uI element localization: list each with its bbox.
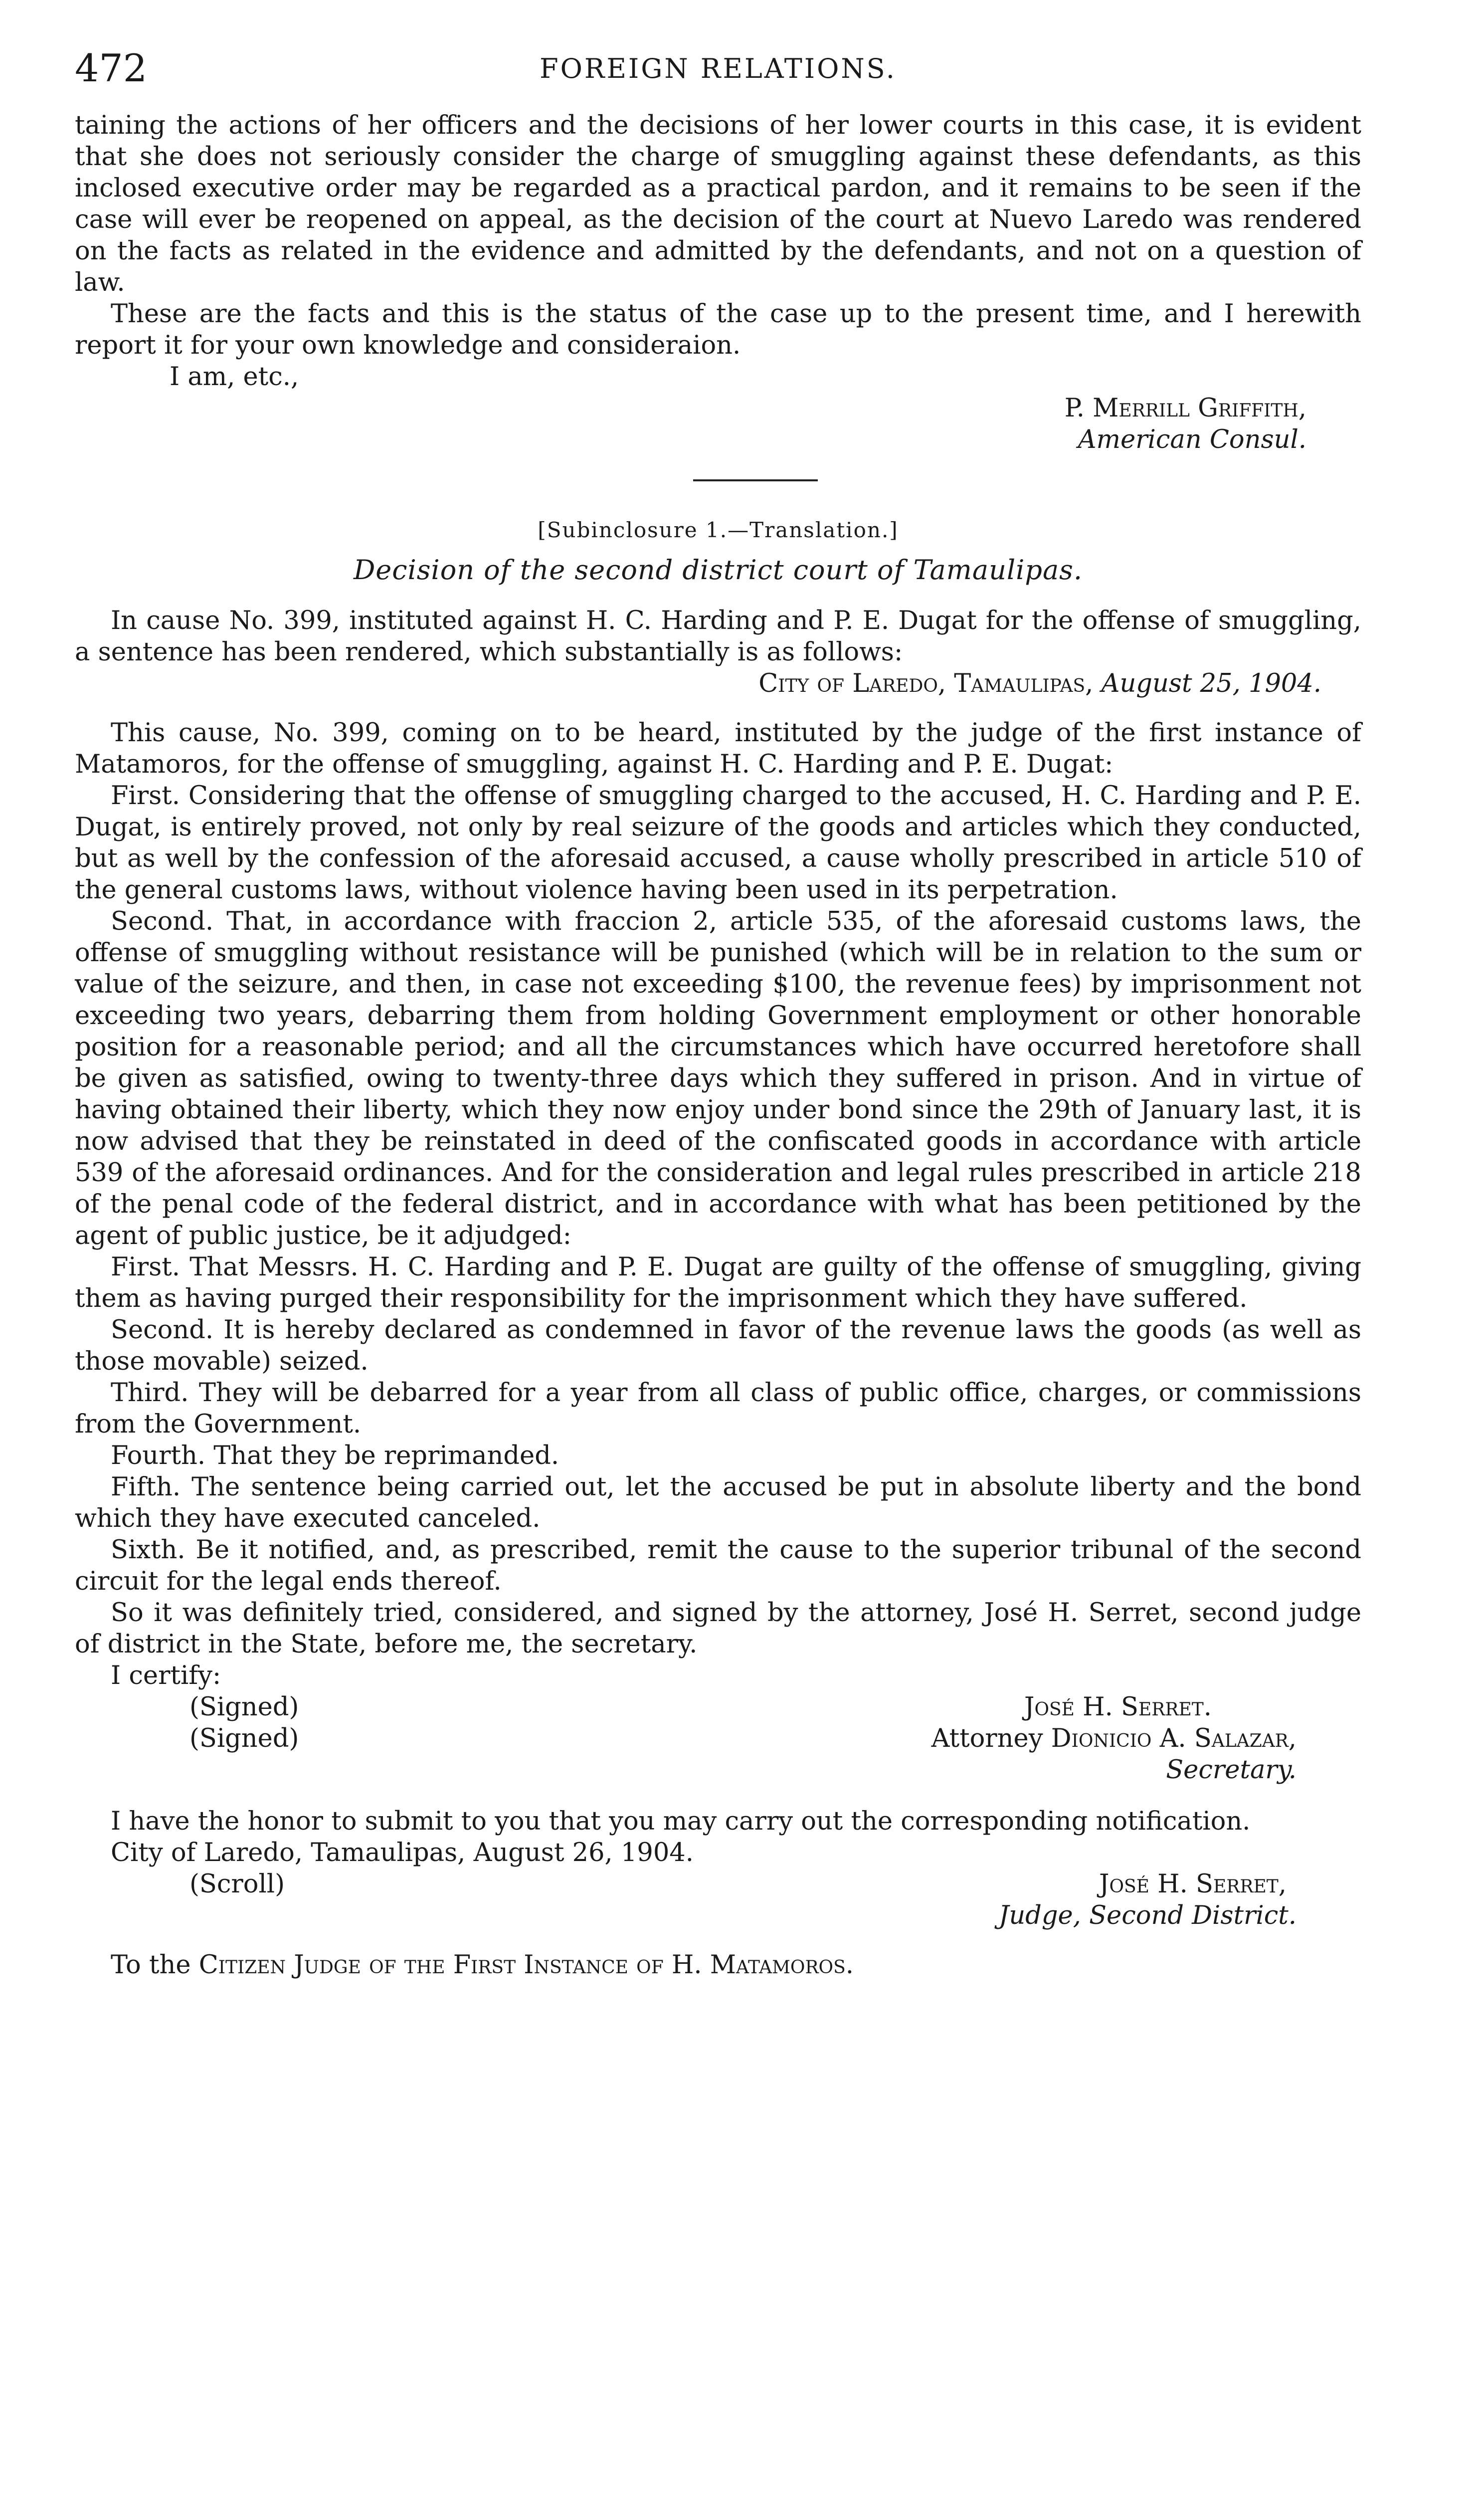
decision-dateline (75, 668, 1361, 699)
decision-paragraph: Fifth. The sentence being carried out, let the accused be put in absolute liberty and the bond which they have executed canceled. (75, 1472, 1361, 1533)
secretary-name: Dionicio A. Salazar, (1051, 1724, 1297, 1753)
signed-secretary (931, 1723, 1361, 1754)
decision-paragraph: Sixth. Be it notified, and, as prescribed, remit the cause to the superior tribunal of the second circuit for the legal ends thereof. (75, 1535, 1361, 1596)
addressee-name: Citizen Judge of the First Instance of H. Matamoros. (198, 1950, 854, 1980)
judge-title: Judge, Second District. (998, 1901, 1297, 1930)
subinclosure-label: [Subinclosure 1.—Translation.] (538, 518, 899, 542)
spacer (75, 1786, 1361, 1806)
submit-paragraph: I have the honor to submit to you that you may carry out the corresponding notification. (111, 1807, 1251, 1836)
decision-paragraph: Second. It is hereby declared as condemned in favor of the revenue laws the goods (as well as those movable) seized. (75, 1315, 1361, 1376)
letter-paragraph-continuation: taining the actions of her officers and the decisions of her lower courts in this case, it is evident that she does not seriously consider the charge of smuggling against these defendants, as this inclosed executive order may be regarded as a practical pardon, and it remains to be seen if the case will ever be reopened on appeal, as the decision of the court at Nuevo Laredo was rendered on the facts as related in the evidence and admitted by the defendants, and not on a question of law. (75, 111, 1361, 297)
signature-title: American Consul. (1078, 425, 1306, 454)
letter-closing: I am, etc., (170, 362, 299, 392)
secretary-title: Secretary. (1166, 1755, 1297, 1785)
signature-name: P. Merrill Griffith, (1064, 394, 1306, 423)
running-title: FOREIGN RELATIONS. (540, 53, 897, 84)
decision-paragraph: First. Considering that the offense of smuggling charged to the accused, H. C. Harding and P. E. Dugat, is entirely proved, not only by real seizure of the goods and articles which they conducted, but as well by the confession of the aforesaid accused, a cause wholly prescribed in article 510 of the general customs laws, without violence having been used in its perpetration. (75, 781, 1361, 905)
signed-label: (Signed) (189, 1692, 299, 1722)
dateline-place: City of Laredo, Tamaulipas, (758, 669, 1094, 698)
spacer (75, 1931, 1361, 1949)
letter-paragraph-status: These are the facts and this is the status of the case up to the present time, and I herewith report it for your own knowledge and consideraion. (75, 299, 1361, 360)
decision-paragraph: This cause, No. 399, coming on to be heard, instituted by the judge of the first instance of Matamoros, for the offense of smuggling, against H. C. Harding and P. E. Dugat: (75, 718, 1361, 779)
dateline-date: August 25, 1904. (1101, 669, 1321, 698)
signed-judge-name: José H. Serret. (1024, 1692, 1212, 1722)
spacer (75, 699, 1361, 717)
judge-name: José H. Serret, (1099, 1870, 1287, 1899)
secretary-prefix: Attorney (931, 1724, 1043, 1753)
page-body (75, 110, 1361, 1981)
signed-label: (Signed) (189, 1724, 299, 1753)
signed-row-secretary (75, 1723, 1361, 1754)
letter-signature (75, 393, 1361, 455)
divider-rule (693, 479, 818, 481)
addressee-line (75, 1949, 1361, 1981)
scroll-label: (Scroll) (189, 1870, 285, 1899)
city-date-line: City of Laredo, Tamaulipas, August 26, 1904. (111, 1838, 694, 1868)
scroll-row (75, 1869, 1361, 1900)
decision-paragraph: First. That Messrs. H. C. Harding and P. E. Dugat are guilty of the offense of smuggling, giving them as having purged their responsibility for the imprisonment which they have suffered. (75, 1252, 1361, 1313)
page-number: 472 (75, 46, 148, 90)
addressee-prefix: To the (111, 1950, 191, 1980)
decision-paragraph: Third. They will be debarred for a year from all class of public office, charges, or commissions from the Government. (75, 1378, 1361, 1439)
decision-title: Decision of the second district court of Tamaulipas. (353, 554, 1083, 586)
decision-paragraph: So it was definitely tried, considered, and signed by the attorney, José H. Serret, second judge of district in the State, before me, the secretary. (75, 1598, 1361, 1659)
signed-row-judge (75, 1691, 1361, 1723)
certify-line: I certify: (111, 1661, 221, 1690)
decision-paragraph: Fourth. That they be reprimanded. (111, 1441, 559, 1470)
decision-paragraph: Second. That, in accordance with fraccion 2, article 535, of the aforesaid customs laws, the offense of smuggling without resistance will be punished (which will be in relation to the sum or value of the seizure, and then, in case not exceeding $100, the revenue fees) by imprisonment not exceeding two years, debarring them from holding Government employment or other honorable position for a reasonable period; and all the circumstances which have occurred heretofore shall be given as satisfied, owing to twenty-three days which they suffered in prison. And in virtue of having obtained their liberty, which they now enjoy under bond since the 29th of January last, it is now advised that they be reinstated in deed of the confiscated goods in accordance with article 539 of the aforesaid ordinances. And for the consideration and legal rules prescribed in article 218 of the penal code of the federal district, and in accordance with what has been petitioned by the agent of public justice, be it adjudged: (75, 907, 1361, 1250)
decision-intro: In cause No. 399, instituted against H. C. Harding and P. E. Dugat for the offense of smuggling, a sentence has been rendered, which substantially is as follows: (75, 606, 1361, 667)
section-divider (75, 455, 1361, 505)
page-header (75, 41, 1361, 101)
